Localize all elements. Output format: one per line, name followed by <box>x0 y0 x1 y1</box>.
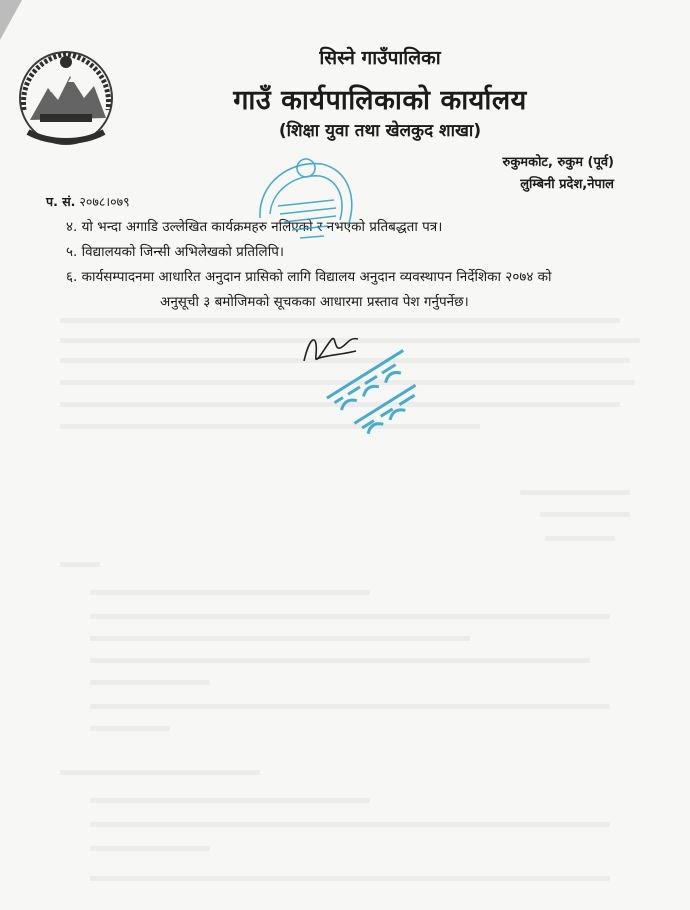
branch-name: (शिक्षा युवा तथा खेलकुद शाखा) <box>278 121 482 141</box>
address-line-1: रुकुमकोट, रुकुम (पूर्व) <box>502 155 614 170</box>
scan-corner-shadow <box>0 0 22 40</box>
office-title: गाउँ कार्यपालिकाको कार्यालय <box>233 85 527 116</box>
reference-label: प. सं. <box>46 194 76 209</box>
office-seal-stamp <box>240 148 370 248</box>
address-line-2: लुम्बिनी प्रदेश,नेपाल <box>520 177 614 192</box>
municipality-name: सिस्ने गाउँपालिका <box>319 47 441 69</box>
list-item: ४. यो भन्दा अगाडि उल्लेखित कार्यक्रमहरु नलिएको र नभएको प्रतिबद्धता पत्र। <box>66 219 443 235</box>
list-item-continuation: अनुसूची ३ बमोजिमको सूचकका आधारमा प्रस्ताव पेश गर्नुपर्नेछ। <box>160 294 469 310</box>
officer-name-stamp <box>318 332 428 442</box>
nepal-emblem-icon <box>10 40 122 152</box>
list-item: ६. कार्यसम्पादनमा आधारित अनुदान प्रासिको लागि विद्यालय अनुदान व्यवस्थापन निर्देशिका २०७४ को <box>66 269 552 285</box>
reference-value: २०७८।०७९ <box>79 194 130 209</box>
reference-number <box>46 193 130 210</box>
list-item: ५. विद्यालयको जिन्सी अभिलेखको प्रतिलिपि। <box>66 244 284 260</box>
